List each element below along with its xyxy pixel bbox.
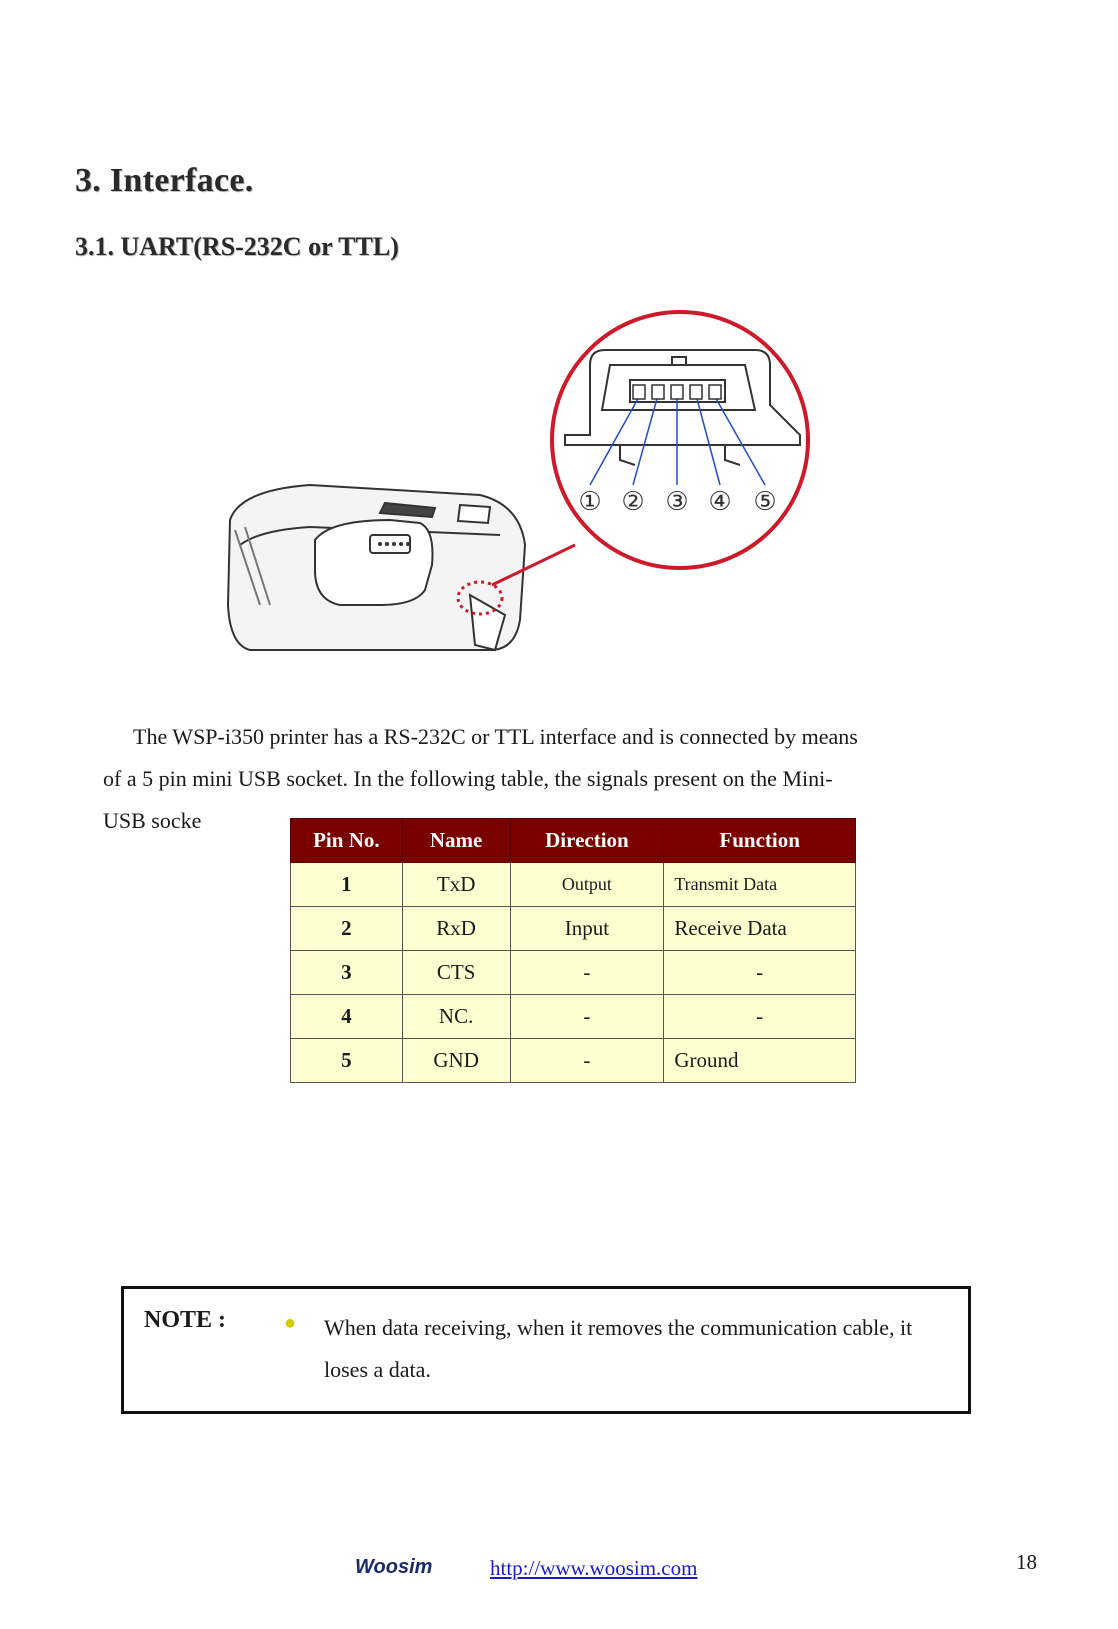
cell-name: TxD: [402, 863, 510, 907]
website-link[interactable]: http://www.woosim.com: [490, 1556, 698, 1580]
cell-direction: Output: [510, 863, 664, 907]
pin-label-5: ⑤: [753, 487, 777, 517]
cell-direction: -: [510, 951, 664, 995]
header-name: Name: [402, 819, 510, 863]
header-pin-no: Pin No.: [291, 819, 403, 863]
paragraph-line-1: The WSP-i350 printer has a RS-232C or TTL interface and is connected by means: [133, 724, 858, 749]
table-row: [291, 907, 856, 951]
note-box: [121, 1286, 971, 1414]
printer-illustration: [228, 485, 525, 650]
cell-name: NC.: [402, 995, 510, 1039]
section-heading: 3. Interface.: [75, 162, 254, 199]
page-number: 18: [1016, 1550, 1037, 1574]
pin-label-4: ④: [708, 487, 732, 517]
cell-function: -: [664, 951, 856, 995]
header-function: Function: [664, 819, 856, 863]
cell-function: Receive Data: [664, 907, 856, 951]
subsection-heading: 3.1. UART(RS-232C or TTL): [75, 232, 399, 261]
cell-pin: 2: [291, 907, 403, 951]
cell-name: CTS: [402, 951, 510, 995]
cell-function: Transmit Data: [664, 863, 856, 907]
woosim-logo: [355, 1553, 467, 1579]
pin-label-1: ①: [578, 487, 602, 517]
note-label: NOTE :: [144, 1307, 227, 1333]
pin-label-2: ②: [621, 487, 645, 517]
paragraph-line-2: of a 5 pin mini USB socket. In the following table, the signals present on the Mini-: [103, 766, 833, 791]
cell-pin: 4: [291, 995, 403, 1039]
cell-function: Ground: [664, 1039, 856, 1083]
bullet-icon: ●: [284, 1312, 297, 1334]
cell-direction: -: [510, 995, 664, 1039]
logo-text: Woosim: [355, 1556, 433, 1578]
table-header-row: [291, 819, 856, 863]
header-direction: Direction: [510, 819, 664, 863]
cell-pin: 3: [291, 951, 403, 995]
cell-name: GND: [402, 1039, 510, 1083]
cell-function: -: [664, 995, 856, 1039]
printer-connector-figure: [220, 305, 850, 680]
cell-name: RxD: [402, 907, 510, 951]
cell-direction: -: [510, 1039, 664, 1083]
table-row: [291, 951, 856, 995]
note-text: When data receiving, when it removes the communication cable, it loses a data.: [324, 1315, 913, 1382]
cell-direction: Input: [510, 907, 664, 951]
table-row: [291, 995, 856, 1039]
pin-table: [290, 818, 856, 1083]
cell-pin: 5: [291, 1039, 403, 1083]
table-row: [291, 1039, 856, 1083]
cell-pin: 1: [291, 863, 403, 907]
table-row: [291, 863, 856, 907]
pin-label-3: ③: [665, 487, 689, 517]
paragraph-line-3: USB socke: [103, 808, 202, 833]
